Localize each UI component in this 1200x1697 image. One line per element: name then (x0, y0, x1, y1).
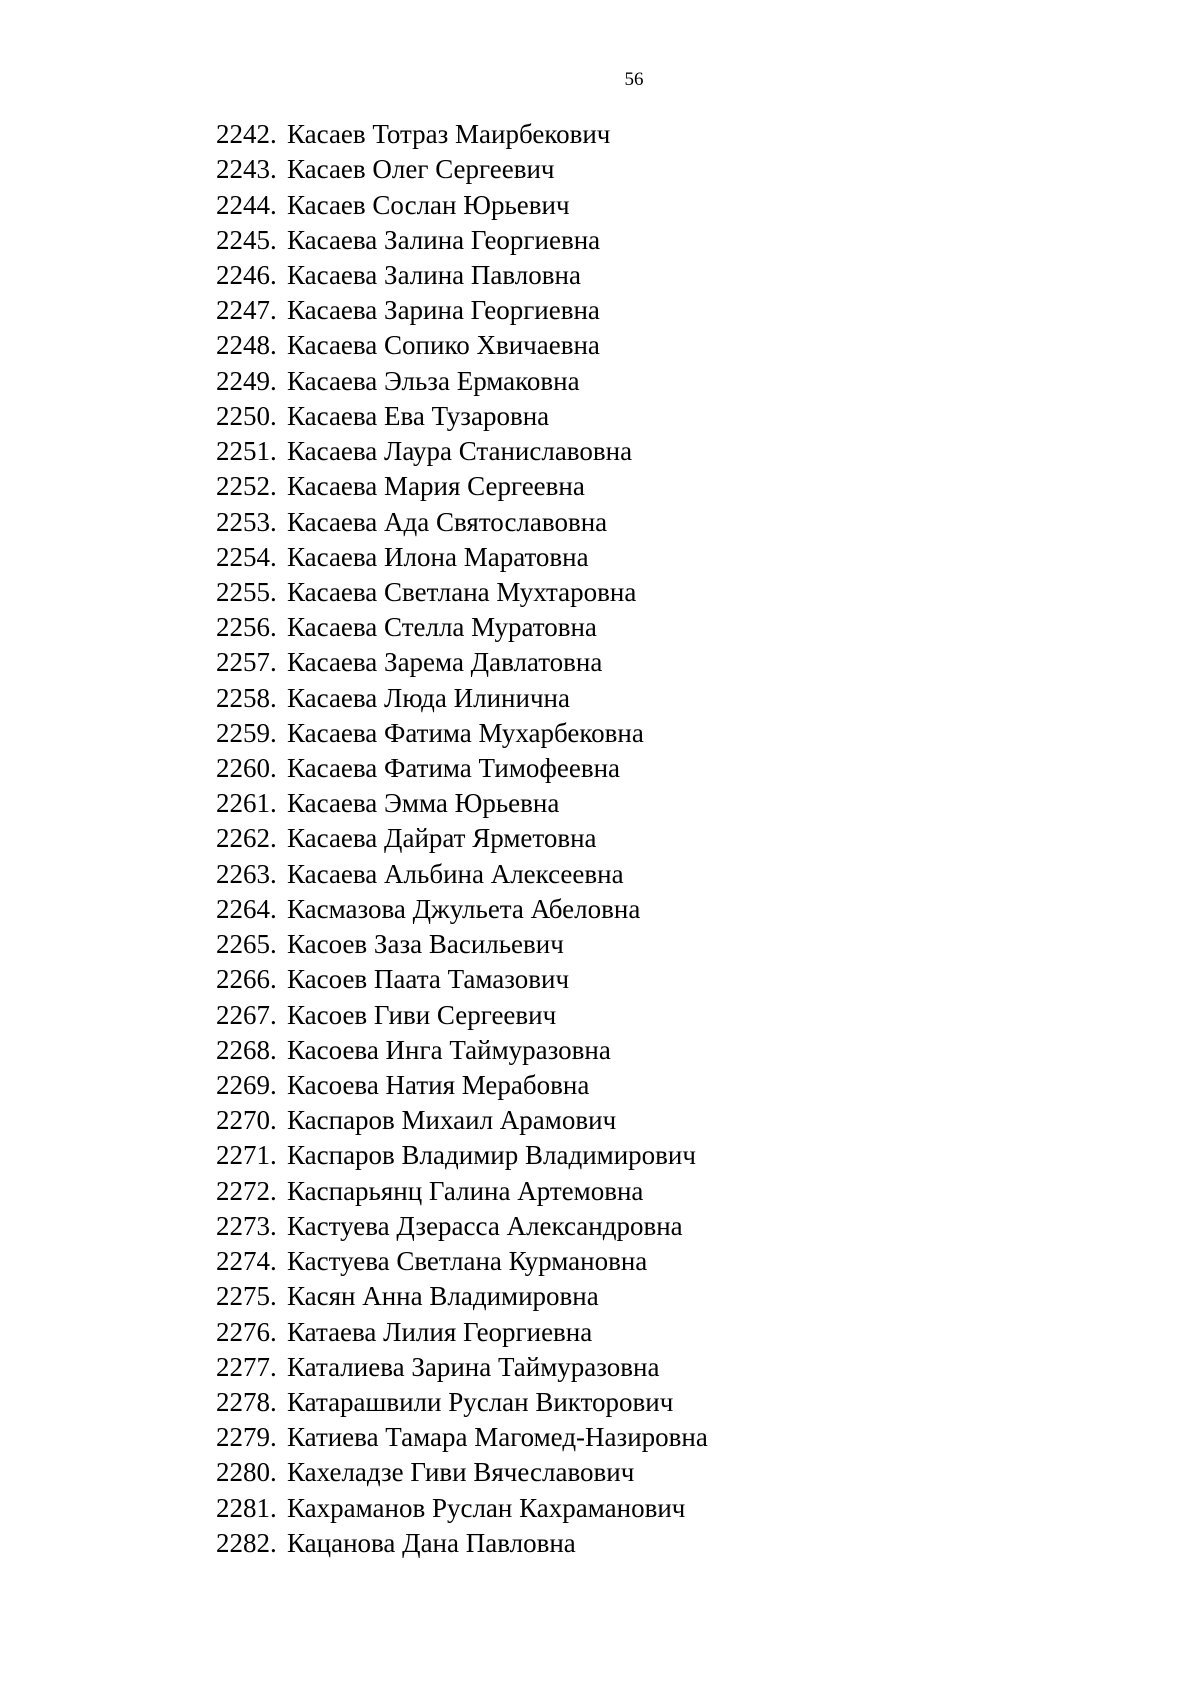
item-number: 2252. (216, 471, 277, 502)
item-full-name: Касаева Мария Сергеевна (287, 471, 585, 502)
item-full-name: Кацанова Дана Павловна (287, 1527, 576, 1558)
item-full-name: Касаева Зарина Георгиевна (287, 295, 600, 326)
item-full-name: Каталиева Зарина Таймуразовна (287, 1351, 660, 1382)
list-item (216, 1138, 708, 1173)
item-number: 2245. (216, 224, 277, 255)
item-number: 2263. (216, 858, 277, 889)
item-number: 2271. (216, 1140, 277, 1171)
item-number: 2266. (216, 964, 277, 995)
item-number: 2259. (216, 717, 277, 748)
item-full-name: Кахраманов Руслан Кахраманович (287, 1492, 686, 1523)
item-full-name: Касаева Эльза Ермаковна (287, 365, 580, 396)
item-number: 2243. (216, 154, 277, 185)
list-item (216, 716, 708, 751)
list-item (216, 1420, 708, 1455)
list-item (216, 751, 708, 786)
item-number: 2251. (216, 436, 277, 467)
item-number: 2270. (216, 1105, 277, 1136)
list-item (216, 1068, 708, 1103)
item-full-name: Касян Анна Владимировна (287, 1281, 599, 1312)
list-item (216, 1385, 708, 1420)
item-full-name: Касаева Фатима Мухарбековна (287, 717, 644, 748)
item-full-name: Касоев Гиви Сергеевич (287, 999, 557, 1030)
item-full-name: Касоева Инга Таймуразовна (287, 1034, 611, 1065)
item-number: 2250. (216, 400, 277, 431)
list-item (216, 152, 708, 187)
list-item (216, 1526, 708, 1561)
list-item (216, 364, 708, 399)
name-list (216, 117, 708, 1561)
list-item (216, 645, 708, 680)
item-number: 2279. (216, 1422, 277, 1453)
item-full-name: Касмазова Джульета Абеловна (287, 893, 641, 924)
item-full-name: Касаева Фатима Тимофеевна (287, 753, 621, 784)
item-full-name: Касаев Тотраз Маирбекович (287, 119, 611, 150)
item-number: 2253. (216, 506, 277, 537)
item-number: 2254. (216, 541, 277, 572)
item-number: 2273. (216, 1210, 277, 1241)
list-item (216, 223, 708, 258)
item-full-name: Касаева Ева Тузаровна (287, 400, 550, 431)
item-number: 2280. (216, 1457, 277, 1488)
list-item (216, 610, 708, 645)
list-item (216, 258, 708, 293)
item-full-name: Касаева Залина Павловна (287, 259, 581, 290)
item-number: 2278. (216, 1386, 277, 1417)
list-item (216, 575, 708, 610)
item-full-name: Кастуева Светлана Курмановна (287, 1246, 648, 1277)
item-full-name: Кастуева Дзерасса Александровна (287, 1210, 683, 1241)
item-number: 2242. (216, 119, 277, 150)
item-full-name: Кахеладзе Гиви Вячеславович (287, 1457, 635, 1488)
list-item (216, 997, 708, 1032)
page-number: 56 (624, 69, 644, 90)
item-full-name: Касаева Лаура Станиславовна (287, 436, 633, 467)
list-item (216, 1174, 708, 1209)
item-number: 2257. (216, 647, 277, 678)
list-item (216, 399, 708, 434)
item-number: 2248. (216, 330, 277, 361)
list-item (216, 1350, 708, 1385)
list-item (216, 504, 708, 539)
item-full-name: Каспарьянц Галина Артемовна (287, 1175, 644, 1206)
item-number: 2265. (216, 929, 277, 960)
item-number: 2258. (216, 682, 277, 713)
list-item (216, 892, 708, 927)
list-item (216, 293, 708, 328)
list-item (216, 1103, 708, 1138)
item-number: 2267. (216, 999, 277, 1030)
list-item (216, 1491, 708, 1526)
list-item (216, 328, 708, 363)
item-number: 2269. (216, 1070, 277, 1101)
item-number: 2247. (216, 295, 277, 326)
list-item (216, 1033, 708, 1068)
item-number: 2261. (216, 788, 277, 819)
item-full-name: Касаева Ада Святославовна (287, 506, 608, 537)
item-full-name: Каспаров Владимир Владимирович (287, 1140, 696, 1171)
item-full-name: Касаева Стелла Муратовна (287, 612, 597, 643)
list-item (216, 1244, 708, 1279)
item-full-name: Катарашвили Руслан Викторович (287, 1386, 674, 1417)
item-full-name: Касаев Олег Сергеевич (287, 154, 555, 185)
item-full-name: Касаева Зарема Давлатовна (287, 647, 603, 678)
item-number: 2276. (216, 1316, 277, 1347)
item-number: 2274. (216, 1246, 277, 1277)
list-item (216, 857, 708, 892)
item-number: 2264. (216, 893, 277, 924)
list-item (216, 1455, 708, 1490)
item-full-name: Касоев Паата Тамазович (287, 964, 570, 995)
list-item (216, 187, 708, 222)
item-full-name: Каспаров Михаил Арамович (287, 1105, 617, 1136)
item-full-name: Касаева Дайрат Ярметовна (287, 823, 597, 854)
item-full-name: Касаева Люда Илинична (287, 682, 570, 713)
item-number: 2256. (216, 612, 277, 643)
item-number: 2260. (216, 753, 277, 784)
list-item (216, 786, 708, 821)
item-number: 2277. (216, 1351, 277, 1382)
list-item (216, 1279, 708, 1314)
list-item (216, 540, 708, 575)
item-number: 2282. (216, 1527, 277, 1558)
list-item (216, 821, 708, 856)
item-number: 2255. (216, 576, 277, 607)
item-full-name: Касаева Залина Георгиевна (287, 224, 601, 255)
list-item (216, 681, 708, 716)
list-item (216, 117, 708, 152)
item-number: 2249. (216, 365, 277, 396)
list-item (216, 434, 708, 469)
item-full-name: Касаева Сопико Хвичаевна (287, 330, 600, 361)
item-full-name: Касаева Светлана Мухтаровна (287, 576, 637, 607)
item-number: 2281. (216, 1492, 277, 1523)
item-number: 2268. (216, 1034, 277, 1065)
list-item (216, 1314, 708, 1349)
list-item (216, 927, 708, 962)
item-full-name: Касаев Сослан Юрьевич (287, 189, 570, 220)
item-full-name: Касаева Илона Маратовна (287, 541, 589, 572)
item-full-name: Касоев Заза Васильевич (287, 929, 564, 960)
list-item (216, 1209, 708, 1244)
item-full-name: Касоева Натия Мерабовна (287, 1070, 590, 1101)
item-full-name: Касаева Эмма Юрьевна (287, 788, 560, 819)
item-number: 2275. (216, 1281, 277, 1312)
item-number: 2272. (216, 1175, 277, 1206)
item-full-name: Катаева Лилия Георгиевна (287, 1316, 593, 1347)
item-number: 2244. (216, 189, 277, 220)
item-full-name: Касаева Альбина Алексеевна (287, 858, 624, 889)
item-full-name: Катиева Тамара Магомед-Назировна (287, 1422, 708, 1453)
item-number: 2262. (216, 823, 277, 854)
item-number: 2246. (216, 259, 277, 290)
list-item (216, 962, 708, 997)
list-item (216, 469, 708, 504)
